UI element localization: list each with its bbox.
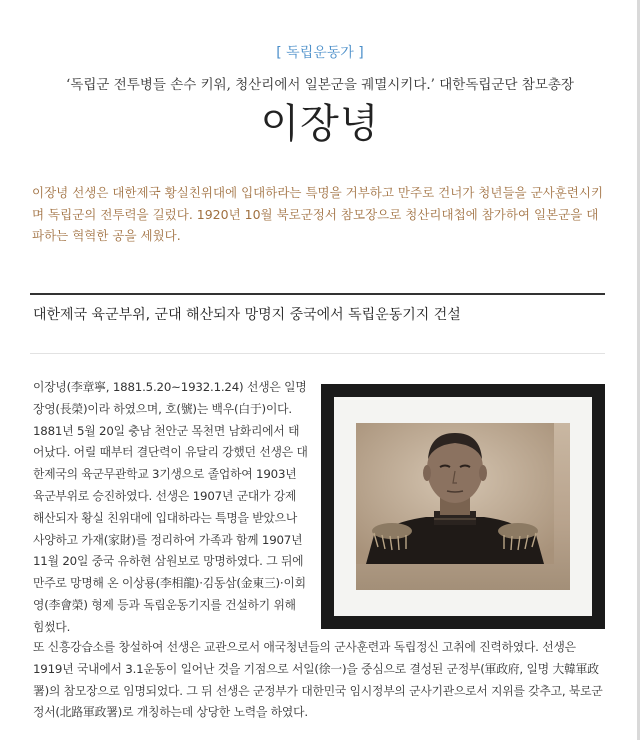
section-title: 대한제국 육군부위, 군대 해산되자 망명지 중국에서 독립운동기지 건설 [33, 307, 461, 323]
headline-quote: ‘독립군 전투병들 손수 키워, 청산리에서 일본군을 궤멸시키다.’ 대한독립군단 참모총장 [66, 77, 574, 93]
category-label: [ 독립운동가 ] [276, 45, 364, 61]
portrait-photo [356, 423, 570, 590]
page-title: 이장녕 [260, 101, 380, 147]
portrait-mat [334, 397, 592, 616]
person-icon [356, 423, 554, 564]
body-paragraph-2-text: 또 신흥강습소를 창설하여 선생은 교관으로서 애국청년들의 군사훈련과 독립정신 고취에 진력하였다. 선생은 1919년 국내에서 3.1운동이 일어난 것을 기점으로 서일(徐一)을 중심으로 결성된 군정부(軍政府, 일명 大韓軍政署)의 참모장으로 임명되었다. 그 뒤 선생은 군정부가 대한민국 임시정부의 군사기관으로서 지위를 갖추고, 북로군정서(北路軍政署)로 개칭하는데 상당한 노력을 하였다. [33, 640, 603, 720]
body-paragraph-2 [33, 637, 608, 724]
body-paragraph-1-text: 이장녕(李章寧, 1881.5.20~1932.1.24) 선생은 일명 장영(長榮)이라 하였으며, 호(號)는 백우(白于)이다. 1881년 5월 20일 충남 천안군 목천면 남화리에서 태어났다. 어릴 때부터 결단력이 유달리 강했던 선생은 대한제국의 육군무관학교 3기생으로 졸업하여 1903년 육군부위로 승진하였다. 선생은 1907년 군대가 강제 해산되자 황실 친위대에 입대하라는 특명을 받았으나 사양하고 가재(家財)를 정리하여 가족과 함께 1907년 11월 20일 중국 유하현 삼원보로 망명하였다. 그 뒤에 만주로 망명해 온 이상룡(李相龍)·김동삼(金東三)·이회영(李會榮) 형제 등과 독립운동기지를 건설하기 위해 힘썼다. [33, 380, 308, 634]
body-paragraph-1 [33, 377, 308, 639]
summary-text: 이장녕 선생은 대한제국 황실친위대에 입대하라는 특명을 거부하고 만주로 건너가 청년들을 군사훈련시키며 독립군의 전투력을 길렀다. 1920년 10월 북로군정서 참모장으로 청산리대첩에 참가하여 일본군을 대파하는 혁혁한 공을 세웠다. [32, 185, 604, 243]
portrait-frame [321, 384, 605, 629]
section-divider [30, 293, 605, 295]
section-underline [30, 353, 605, 354]
